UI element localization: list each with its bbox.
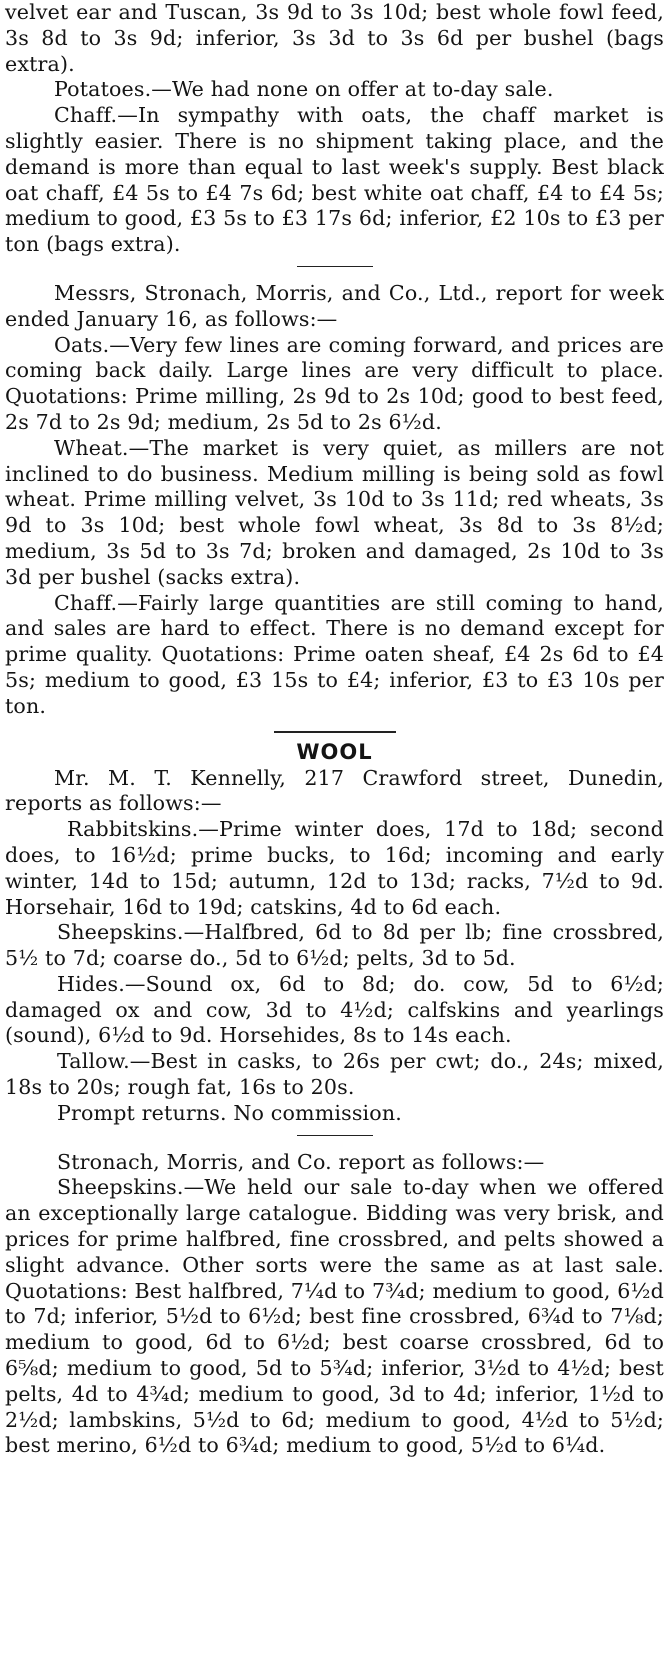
paragraph-terms: Prompt returns. No commission. xyxy=(57,1100,402,1125)
paragraph-intro: Mr. M. T. Kennelly, 217 Crawford street, Dunedin, reports as follows:— xyxy=(5,765,664,816)
paragraph-rabbitskins: Rabbitskins.—Prime winter does, 17d to 18d; second does, to 16½d; prime bucks, to 16d; incoming and early winter, 14d to 15d; autumn, 12d to 13d; racks, 7½d to 9d. Horsehair, 16d to 19d; catskins, 4d to 6d each. xyxy=(5,817,664,919)
paragraph-chaff: Chaff.—In sympathy with oats, the chaff market is slightly easier. There is no shipment taking place, and the demand is more than equal to last week's supply. Best black oat chaff, £4 5s to £4 7s 6d; best white oat chaff, £4 to £4 5s; medium to good, £3 5s to £3 17s 6d; inferior, £2 10s to £3 per ton (bags extra). xyxy=(5,103,664,257)
paragraph-tallow: Tallow.—Best in casks, to 26s per cwt; do., 24s; mixed, 18s to 20s; rough fat, 16s to 20s. xyxy=(5,1049,664,1100)
paragraph-sheepskins: Sheepskins.—Halfbred, 6d to 8d per lb; fine crossbred, 5½ to 7d; coarse do., 5d to 6½d; pelts, 3d to 5d. xyxy=(5,920,664,971)
paragraph-potatoes: Potatoes.—We had none on offer at to-day sale. xyxy=(54,77,554,102)
stronach-wool-report xyxy=(5,1150,664,1460)
paragraph-wheat: Wheat.—The market is very quiet, as millers are not inclined to do business. Medium milling is being sold as fowl wheat. Prime milling velvet, 3s 10d to 3s 11d; red wheats, 3s 9d to 3s 10d; best whole fowl wheat, 3s 8d to 3s 8½d; medium, 3s 5d to 3s 7d; broken and damaged, 2s 10d to 3s 3d per bushel (sacks extra). xyxy=(5,435,664,589)
paragraph-oats: Oats.—Very few lines are coming forward, and prices are coming back daily. Large lines are very difficult to place. Quotations: Prime milling, 2s 9d to 2s 10d; good to best feed, 2s 7d to 2s 9d; medium, 2s 5d to 2s 6½d. xyxy=(5,332,664,434)
heading-divider xyxy=(274,731,396,733)
paragraph-hides: Hides.—Sound ox, 6d to 8d; do. cow, 5d to 6½d; damaged ox and cow, 3d to 4½d; calfskins and yearlings (sound), 6½d to 9d. Horsehides, 8s to 14s each. xyxy=(5,971,664,1048)
paragraph-chaff: Chaff.—Fairly large quantities are still coming to hand, and sales are hard to effect. There is no demand except for prime quality. Quotations: Prime oaten sheaf, £4 2s 6d to £4 5s; medium to good, £3 15s to £4; inferior, £3 to £3 10s per ton. xyxy=(5,590,664,718)
stronach-grain-report xyxy=(5,281,664,720)
paragraph-intro: Stronach, Morris, and Co. report as follows:— xyxy=(57,1149,545,1174)
paragraph-sheepskins: Sheepskins.—We held our sale to-day when we offered an exceptionally large catalogue. Bidding was very brisk, and prices for prime halfbred, fine crossbred, and pelts showed a slight advance. Other sorts were the same as at last sale. Quotations: Best halfbred, 7¼d to 7¾d; medium to good, 6½d to 7d; inferior, 5½d to 6½d; best fine crossbred, 6¾d to 7⅛d; medium to good, 6d to 6½d; best coarse crossbred, 6d to 6⅝d; medium to good, 5d to 5¾d; inferior, 3½d to 4½d; best pelts, 4d to 4¾d; medium to good, 3d to 4d; inferior, 1½d to 2½d; lambskins, 5½d to 6d; medium to good, 4½d to 5½d; best merino, 6½d to 6¾d; medium to good, 5½d to 6¼d. xyxy=(5,1175,664,1458)
wool-heading: WOOL xyxy=(296,739,373,764)
section-divider xyxy=(297,1135,373,1136)
paragraph-intro: Messrs, Stronach, Morris, and Co., Ltd., report for week ended January 16, as follows:— xyxy=(5,280,664,331)
produce-report-continued xyxy=(5,0,664,258)
section-divider xyxy=(297,266,373,267)
paragraph-wheat-continued: velvet ear and Tuscan, 3s 9d to 3s 10d; best whole fowl feed, 3s 8d to 3s 9d; inferior, 3s 3d to 3s 6d per bushel (bags extra). xyxy=(5,0,664,76)
kennelly-report xyxy=(5,766,664,1127)
